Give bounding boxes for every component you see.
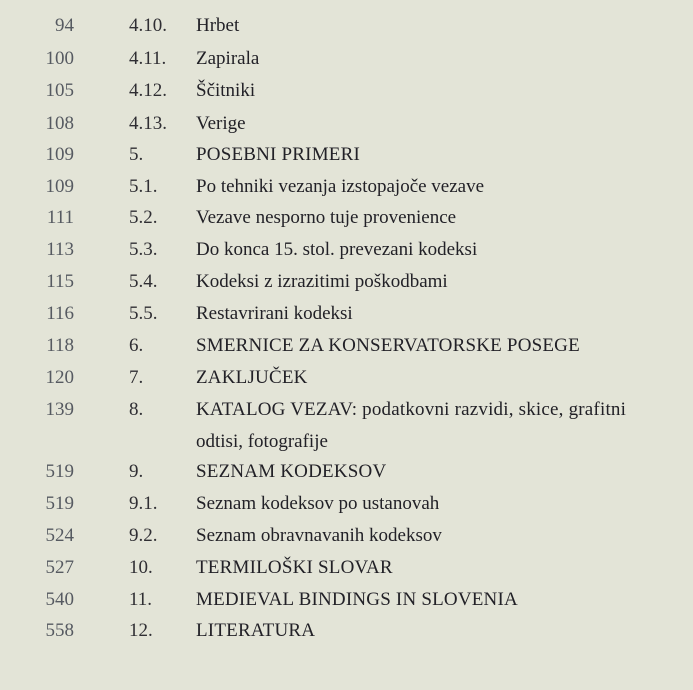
toc-section-number: 7. bbox=[129, 367, 144, 388]
toc-section-title: Hrbet bbox=[196, 15, 240, 36]
toc-entry bbox=[0, 202, 693, 234]
toc-section-number: 6. bbox=[129, 335, 144, 356]
toc-section-title: Seznam obravnavanih kodeksov bbox=[196, 525, 442, 546]
toc-section-title: POSEBNI PRIMERI bbox=[196, 144, 360, 165]
toc-page-number: 118 bbox=[46, 335, 74, 356]
toc-section-title-continuation: odtisi, fotografije bbox=[196, 431, 328, 452]
toc-section-number: 8. bbox=[129, 399, 144, 420]
toc-entry bbox=[0, 520, 693, 552]
toc-section-title: Verige bbox=[196, 113, 246, 134]
toc-entry bbox=[0, 171, 693, 203]
toc-section-number: 5.3. bbox=[129, 239, 158, 260]
toc-entry bbox=[0, 584, 693, 616]
toc-section-title: Vezave nesporno tuje provenience bbox=[196, 207, 457, 228]
toc-section-number: 9.1. bbox=[129, 493, 158, 514]
toc-entry bbox=[0, 10, 693, 42]
toc-page-number: 108 bbox=[45, 113, 74, 134]
toc-section-number: 4.13. bbox=[129, 113, 167, 134]
toc-entry bbox=[0, 234, 693, 266]
toc-section-title: LITERATURA bbox=[196, 620, 316, 641]
toc-entry bbox=[0, 456, 693, 488]
toc-section-title: KATALOG VEZAV: podatkovni razvidi, skice, grafitni bbox=[196, 399, 627, 420]
toc-section-number: 4.12. bbox=[129, 80, 167, 101]
toc-page-number: 109 bbox=[45, 176, 74, 197]
toc-section-number: 5.4. bbox=[129, 271, 158, 292]
toc-page-number: 105 bbox=[45, 80, 74, 101]
toc-section-number: 11. bbox=[129, 589, 153, 610]
toc-page-number: 109 bbox=[45, 144, 74, 165]
toc-section-number: 5.5. bbox=[129, 303, 158, 324]
toc-page-number: 120 bbox=[45, 367, 74, 388]
toc-page-number: 540 bbox=[45, 589, 74, 610]
toc-section-title: Restavrirani kodeksi bbox=[196, 303, 353, 324]
toc-section-title: SEZNAM KODEKSOV bbox=[196, 461, 387, 482]
toc-page-number: 139 bbox=[45, 399, 74, 420]
toc-section-number: 5. bbox=[129, 144, 144, 165]
toc-page-number: 115 bbox=[46, 271, 74, 292]
toc-page-number: 558 bbox=[45, 620, 74, 641]
toc-section-title: Ščitniki bbox=[196, 80, 256, 101]
toc-section-title: Kodeksi z izrazitimi poškodbami bbox=[196, 271, 448, 292]
toc-page-number: 519 bbox=[45, 461, 74, 482]
toc-section-number: 5.1. bbox=[129, 176, 158, 197]
toc-entry bbox=[0, 139, 693, 171]
toc-section-number: 9.2. bbox=[129, 525, 158, 546]
toc-section-number: 12. bbox=[129, 620, 153, 641]
toc-section-title: MEDIEVAL BINDINGS IN SLOVENIA bbox=[196, 589, 518, 610]
toc-page-number: 94 bbox=[55, 15, 74, 36]
toc-entry bbox=[0, 75, 693, 107]
toc-entry bbox=[0, 488, 693, 520]
toc-entry bbox=[0, 394, 693, 458]
toc-entry bbox=[0, 552, 693, 584]
toc-section-number: 9. bbox=[129, 461, 144, 482]
toc-entry bbox=[0, 266, 693, 298]
toc-page-number: 519 bbox=[45, 493, 74, 514]
toc-section-title: Seznam kodeksov po ustanovah bbox=[196, 493, 440, 514]
toc-page-number: 100 bbox=[45, 48, 74, 69]
toc-entry bbox=[0, 298, 693, 330]
toc-section-number: 5.2. bbox=[129, 207, 158, 228]
toc-section-title: SMERNICE ZA KONSERVATORSKE POSEGE bbox=[196, 335, 580, 356]
toc-entry bbox=[0, 108, 693, 140]
toc-entry bbox=[0, 43, 693, 75]
toc-section-title: Do konca 15. stol. prevezani kodeksi bbox=[196, 239, 478, 260]
toc-page-number: 524 bbox=[45, 525, 74, 546]
toc-page-number: 113 bbox=[46, 239, 74, 260]
toc-section-title: Po tehniki vezanja izstopajoče vezave bbox=[196, 176, 485, 197]
toc-entry bbox=[0, 615, 693, 647]
toc-entry bbox=[0, 362, 693, 394]
toc-section-number: 4.10. bbox=[129, 15, 167, 36]
toc-section-title: ZAKLJUČEK bbox=[196, 367, 308, 388]
toc-page-number: 111 bbox=[46, 207, 74, 228]
toc-page-number: 116 bbox=[46, 303, 74, 324]
toc-page-number: 527 bbox=[45, 557, 74, 578]
toc-section-title: Zapirala bbox=[196, 48, 260, 69]
toc-entry bbox=[0, 330, 693, 362]
toc-section-title: TERMILOŠKI SLOVAR bbox=[196, 557, 393, 578]
toc-section-number: 4.11. bbox=[129, 48, 167, 69]
toc-section-number: 10. bbox=[129, 557, 153, 578]
